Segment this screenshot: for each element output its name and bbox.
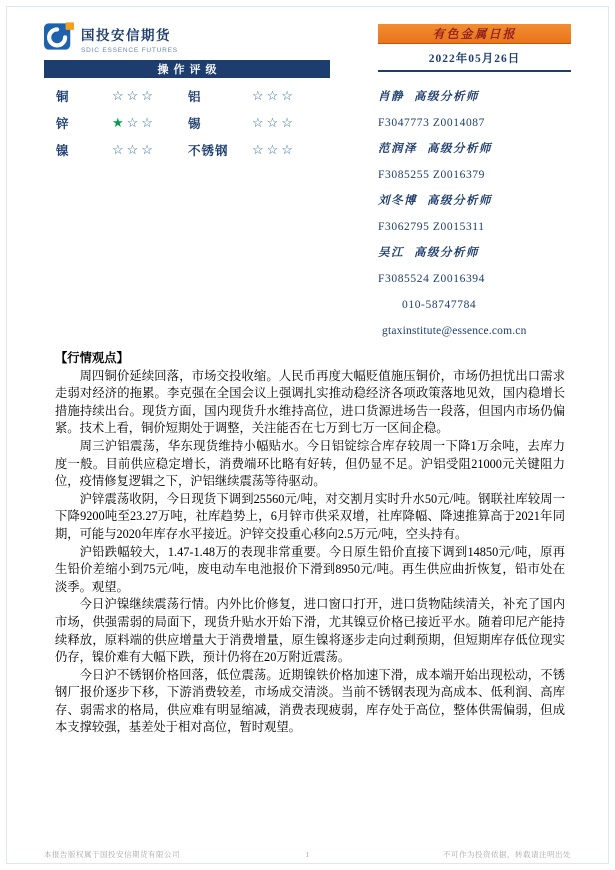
rating-stars (112, 88, 188, 104)
body-paragraph: 今日沪不锈钢价格回落，低位震荡。近期镍铁价格加速下滑，成本端开始出现松动，不锈钢厂报价逐步下移，下游消费较差，市场成交清淡。当前不锈钢表现为高成本、低利润、高库存、弱需求的格局，供应难有明显缩减，消费表现疲弱，库存处于高位，整体供需偏弱，但成本支撑较强，基差处于相对高位，暂时观望。 (55, 667, 565, 735)
rating-stars (252, 88, 330, 104)
ratings-table (44, 82, 330, 163)
analyst-name-line (378, 188, 571, 214)
rating-stars (252, 142, 330, 158)
body-paragraph: 沪锌震荡收阴，今日现货下调到25560元/吨，对交割月实时升水50元/吨。钢联社库较周一下降9200吨至23.27万吨，社库趋势上，6月锌市供采双增，社库降幅、降速推算高于2021年同期，可能与2020年库存水平接近。沪锌交投重心移向2.5万元/吨，空头持有。 (55, 491, 565, 541)
analyst-codes: F3062795 Z0015311 (378, 221, 485, 233)
contact-email-link[interactable]: gtaxinstitute@essence.com.cn (382, 325, 527, 337)
star-empty-icon: ☆☆☆ (252, 87, 296, 103)
analyst-name-line (378, 240, 571, 266)
star-empty-icon: ☆☆☆ (112, 141, 156, 157)
rating-metal: 锌 (56, 116, 70, 131)
section-title: 【行情观点】 (55, 351, 129, 365)
analyst-name-line (378, 84, 571, 110)
rating-metal: 铜 (56, 89, 70, 104)
analyst-panel (378, 84, 571, 344)
analyst-title: 高级分析师 (427, 143, 492, 155)
body-paragraph: 周四铜价延续回落，市场交投收缩。人民币再度大幅贬值施压铜价，市场仍担忧出口需求走弱对经济的拖累。李克强在全国会议上强调扎实推动稳经济各项政策落地见效，国内稳增长措施持续出台。现货方面，国内现货升水维持高位，进口货源进场告一段落，但国内市场仍偏紧。技术上看，铜价短期处于调整，关注能否在七万到七万一区间企稳。 (55, 368, 565, 436)
rating-metal: 锡 (188, 116, 202, 131)
brand-block (44, 22, 178, 54)
rating-metal: 镍 (56, 143, 70, 158)
star-empty-icon: ☆☆☆ (252, 141, 296, 157)
footer-disclaimer: 不可作为投资依据，转载请注明出处 (443, 850, 571, 859)
star-empty-icon: ☆☆☆ (112, 87, 156, 103)
analyst-codes: F3085255 Z0016379 (378, 169, 485, 181)
rating-stars (112, 115, 188, 131)
contact-phone: 010-58747784 (402, 299, 477, 311)
brand-text (81, 22, 178, 54)
analyst-name: 吴江 (378, 247, 404, 259)
rating-stars (252, 115, 330, 131)
brand-name: 国投安信期货 (81, 28, 171, 43)
analyst-name: 刘冬博 (378, 195, 417, 207)
footer-copyright: 本报告版权属于国投安信期货有限公司 (44, 850, 180, 859)
report-body (55, 350, 565, 737)
analyst-codes: F3047773 Z0014087 (378, 117, 485, 129)
company-logo-icon (44, 22, 74, 50)
brand-subtitle: SDIC ESSENCE FUTURES (81, 47, 178, 54)
rating-metal: 铝 (188, 89, 202, 104)
report-title-banner: 有色金属日报 (378, 24, 571, 44)
rating-metal: 不锈钢 (188, 143, 229, 158)
rating-row (44, 82, 330, 109)
body-paragraph: 周三沪铝震荡，华东现货维持小幅贴水。今日铝锭综合库存较周一下降1万余吨，去库力度一般。目前供应稳定增长，消费端环比略有好转，但仍显不足。沪铝受阻21000元关键阻力位，疫情修复逻辑之下，沪铝继续震荡等待驱动。 (55, 438, 565, 489)
body-paragraph: 沪铅跌幅较大，1.47-1.48万的表现非常重要。今日原生铅价直接下调到14850元/吨，原再生铅价差缩小到75元/吨，废电动车电池报价下滑到8950元/吨。再生供应曲折恢复，铅市处在淡季。观望。 (55, 544, 565, 594)
analyst-title: 高级分析师 (414, 247, 479, 259)
analyst-name-line (378, 136, 571, 162)
body-paragraph: 今日沪镍继续震荡行情。内外比价修复，进口窗口打开，进口货物陆续清关，补充了国内市场，供强需弱的局面下，现货升贴水开始下滑，尤其镍豆价格已接近平水。随着印尼产能持续释放，原料端的供应增量大于消费增量，原生镍将逐步走向过剩预期，但短期库存低位现实仍存，镍价难有大幅下跌，预计仍将在20万附近震荡。 (55, 597, 565, 665)
analyst-title: 高级分析师 (414, 91, 479, 103)
analyst-title: 高级分析师 (427, 195, 492, 207)
rating-row (44, 109, 330, 136)
analyst-codes: F3085524 Z0016394 (378, 273, 485, 285)
star-empty-icon: ☆☆ (126, 114, 156, 130)
star-filled-icon: ★ (112, 114, 127, 130)
rating-row (44, 136, 330, 163)
page-footer (44, 849, 571, 860)
report-date: 2022年05月26日 (378, 46, 571, 72)
rating-stars (112, 142, 188, 158)
page-number: 1 (305, 850, 310, 859)
analyst-name: 肖静 (378, 91, 404, 103)
ratings-header: 操作评级 (44, 60, 330, 78)
analyst-name: 范润泽 (378, 143, 417, 155)
star-empty-icon: ☆☆☆ (252, 114, 296, 130)
